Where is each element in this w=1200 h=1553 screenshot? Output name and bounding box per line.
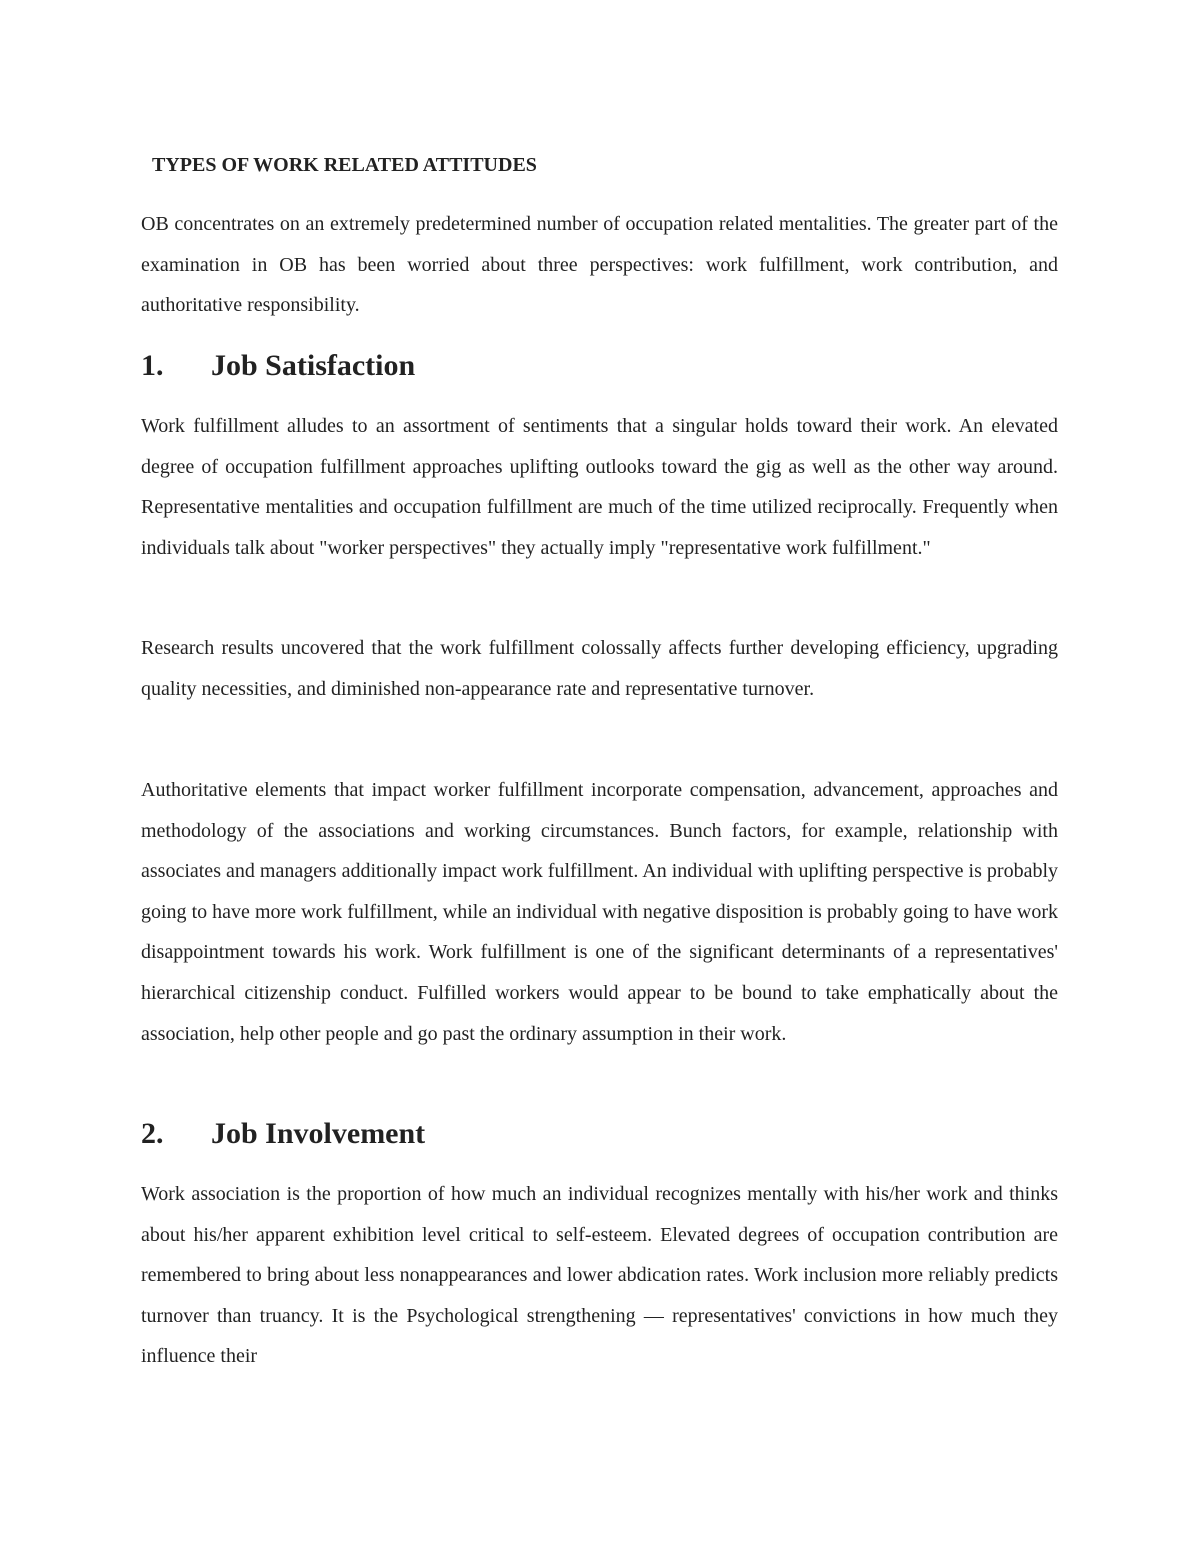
job-involvement-paragraph-1: Work association is the proportion of how much an individual recognizes mentally with his/her work and thinks about his/her apparent exhibition level critical to self-esteem. Elevated degrees of occupation contribution are remembered to bring about less nonappearances and lower abdication rates. Work inclusion more reliably predicts turnover than truancy. It is the Psychological strengthening — representatives' convictions in how much they influence their xyxy=(141,1183,1058,1368)
section-number: 1. xyxy=(141,349,164,382)
document-title: TYPES OF WORK RELATED ATTITUDES xyxy=(152,154,537,176)
section-heading-job-satisfaction xyxy=(141,349,416,382)
intro-paragraph: OB concentrates on an extremely predetermined number of occupation related mentalities. The greater part of the examination in OB has been worried about three perspectives: work fulfillment, work contribution, and authoritative responsibility. xyxy=(141,213,1058,317)
job-satisfaction-paragraph-3: Authoritative elements that impact worker fulfillment incorporate compensation, advancement, approaches and methodology of the associations and working circumstances. Bunch factors, for example, relationship with associates and managers additionally impact work fulfillment. An individual with uplifting perspective is probably going to have more work fulfillment, while an individual with negative disposition is probably going to have work disappointment towards his work. Work fulfillment is one of the significant determinants of a representatives' hierarchical citizenship conduct. Fulfilled workers would appear to be bound to take emphatically about the association, help other people and go past the ordinary assumption in their work. xyxy=(141,779,1058,1045)
job-satisfaction-paragraph-1: Work fulfillment alludes to an assortment of sentiments that a singular holds toward their work. An elevated degree of occupation fulfillment approaches uplifting outlooks toward the gig as well as the other way around. Representative mentalities and occupation fulfillment are much of the time utilized reciprocally. Frequently when individuals talk about "worker perspectives" they actually imply "representative work fulfillment." xyxy=(141,415,1058,559)
section-title: Job Satisfaction xyxy=(211,349,416,382)
section-title: Job Involvement xyxy=(211,1117,426,1150)
section-heading-job-involvement xyxy=(141,1117,426,1150)
job-satisfaction-paragraph-2: Research results uncovered that the work fulfillment colossally affects further developing efficiency, upgrading quality necessities, and diminished non-appearance rate and representative turnover. xyxy=(141,637,1058,700)
section-number: 2. xyxy=(141,1117,164,1150)
